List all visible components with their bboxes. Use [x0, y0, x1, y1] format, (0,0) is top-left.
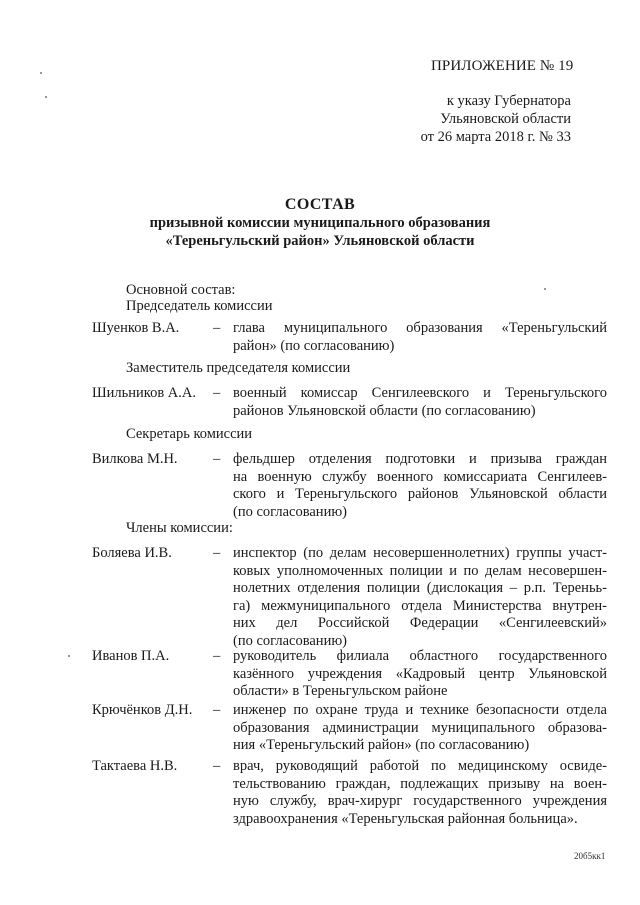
member-description	[233, 545, 607, 651]
description-line: ского и Тереньгульского районов Ульяновской области	[233, 486, 607, 503]
appendix-number: ПРИЛОЖЕНИЕ № 19	[431, 58, 574, 74]
dash: –	[213, 385, 221, 401]
description-line: них дел Российской Федерации «Сенгилеевский»	[233, 615, 607, 632]
scan-speck	[45, 96, 47, 98]
document-subtitle-line: «Тереньгульский район» Ульяновской области	[165, 233, 475, 249]
document-title: СОСТАВ	[284, 196, 356, 213]
description-line: ния «Тереньгульский район» (по согласованию)	[233, 737, 530, 754]
description-line: военный комиссар Сенгилеевского и Тереньгульского	[233, 385, 607, 401]
member-name: Тактаева Н.В.	[92, 758, 178, 774]
member-name: Крючёнков Д.Н.	[92, 702, 193, 718]
section-secretary: Секретарь комиссии	[126, 426, 253, 442]
member-description	[233, 385, 607, 420]
member-description	[233, 451, 607, 521]
description-line: области» в Тереньгульском районе	[233, 683, 448, 700]
dash: –	[213, 702, 221, 718]
description-line: ковых уполномоченных полиции и по делам несовершен-	[233, 562, 607, 579]
description-line: на военную службу военного комиссариата Сенгилеев-	[233, 468, 607, 485]
scan-speck	[68, 655, 70, 657]
description-line: здравоохранения «Тереньгульская районная больница».	[233, 810, 578, 827]
section-members: Члены комиссии:	[126, 520, 233, 536]
main-composition-label: Основной состав:	[126, 282, 236, 298]
member-name: Вилкова М.Н.	[92, 451, 178, 467]
description-line: ную службу, врач-хирург государственного учреждения	[233, 793, 607, 810]
scan-speck	[40, 72, 42, 74]
scan-speck	[544, 288, 546, 290]
document-subtitle-line: призывной комиссии муниципального образования	[149, 215, 491, 231]
description-line: га) межмуниципального отдела Министерства внутрен-	[233, 597, 607, 614]
dash: –	[213, 758, 221, 774]
description-line: инспектор (по делам несовершеннолетних) группы участ-	[233, 545, 607, 561]
description-line: район» (по согласованию)	[233, 337, 395, 354]
section-chairman: Председатель комиссии	[126, 298, 273, 314]
section-deputy: Заместитель председателя комиссии	[126, 360, 351, 376]
dash: –	[213, 545, 221, 561]
description-line: нолетних отделения полиции (дислокация – р.п. Тереньь-	[233, 580, 607, 597]
member-name: Боляева И.В.	[92, 545, 172, 561]
member-description	[233, 758, 607, 828]
description-line: врач, руководящий работой по медицинскому освиде-	[233, 758, 607, 774]
description-line: фельдшер отделения подготовки и призыва граждан	[233, 451, 607, 467]
description-line: казённого учреждения «Кадровый центр Ульяновской	[233, 665, 607, 682]
member-description	[233, 648, 607, 701]
description-line: глава муниципального образования «Тереньгульский	[233, 320, 607, 336]
footer-code: 20б5кк1	[574, 851, 606, 861]
decree-line: Ульяновской области	[440, 111, 571, 127]
member-name: Шуенков В.А.	[92, 320, 180, 336]
dash: –	[213, 648, 221, 664]
member-description	[233, 702, 607, 755]
decree-line: от 26 марта 2018 г. № 33	[420, 129, 571, 145]
description-line: инженер по охране труда и технике безопасности отдела	[233, 702, 607, 718]
decree-reference	[311, 92, 571, 146]
member-description	[233, 320, 607, 355]
description-line: (по согласованию)	[233, 632, 347, 649]
dash: –	[213, 320, 221, 336]
description-line: тельствованию граждан, подлежащих призыву на воен-	[233, 775, 607, 792]
member-name: Иванов П.А.	[92, 648, 170, 664]
decree-line: к указу Губернатора	[446, 93, 571, 109]
dash: –	[213, 451, 221, 467]
description-line: образования администрации муниципального образова-	[233, 719, 607, 736]
description-line: руководитель филиала областного государственного	[233, 648, 607, 664]
description-line: районов Ульяновской области (по согласованию)	[233, 402, 536, 419]
description-line: (по согласованию)	[233, 503, 347, 520]
member-name: Шильников А.А.	[92, 385, 196, 401]
